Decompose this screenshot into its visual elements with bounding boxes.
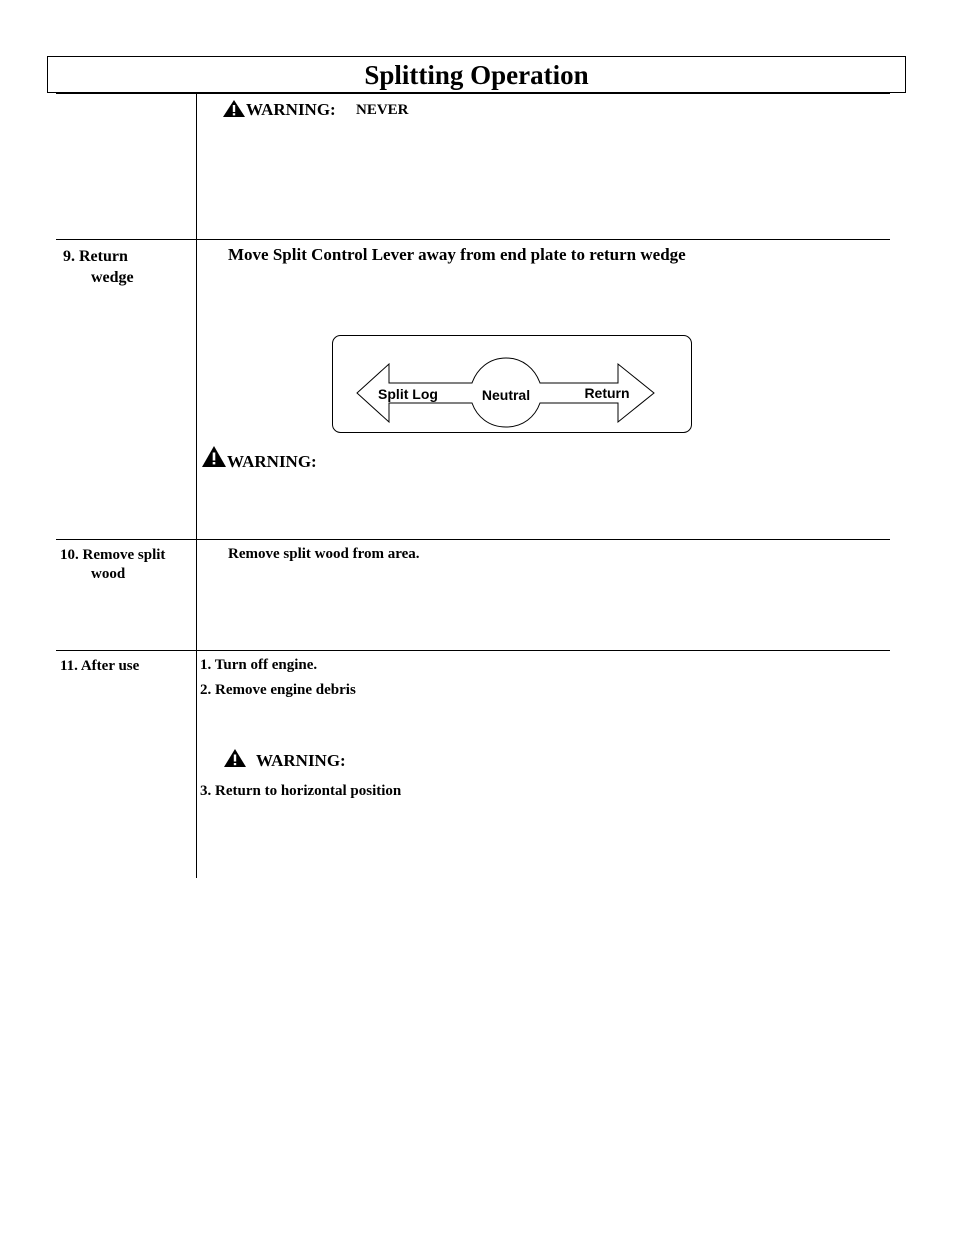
step-9-instruction: Move Split Control Lever away from end plate to return wedge	[228, 245, 686, 264]
step-10-label: 10. Remove split	[60, 547, 166, 563]
warning-triangle-icon	[201, 445, 227, 468]
title-divider	[56, 93, 890, 94]
lever-label-return: Return	[584, 385, 630, 401]
step-9-warning-label: WARNING:	[227, 452, 317, 471]
column-divider	[196, 94, 197, 878]
page-title: Splitting Operation	[364, 60, 589, 90]
lever-label-neutral: Neutral	[481, 387, 531, 403]
control-lever-diagram	[332, 335, 692, 438]
step-11-item: 1. Turn off engine.	[200, 657, 318, 673]
warning-text: NEVER	[356, 102, 409, 118]
warning-label: WARNING:	[246, 100, 336, 119]
step-11-item: 3. Return to horizontal position	[200, 783, 402, 799]
page-title-box	[47, 56, 906, 93]
row-divider-11	[56, 650, 890, 651]
lever-label-split-log: Split Log	[378, 386, 438, 402]
step-11-warning-label: WARNING:	[256, 751, 346, 770]
step-11-label: 11. After use	[60, 658, 140, 674]
step-10-label-cont: wood	[91, 566, 126, 582]
warning-triangle-icon	[222, 99, 246, 118]
row-divider-9	[56, 239, 890, 240]
step-9-label: 9. Return	[63, 248, 128, 265]
step-9-label-cont: wedge	[91, 269, 134, 286]
warning-triangle-icon	[223, 748, 247, 768]
step-10-instruction: Remove split wood from area.	[228, 546, 420, 562]
row-divider-10	[56, 539, 890, 540]
step-11-item: 2. Remove engine debris	[200, 682, 356, 698]
